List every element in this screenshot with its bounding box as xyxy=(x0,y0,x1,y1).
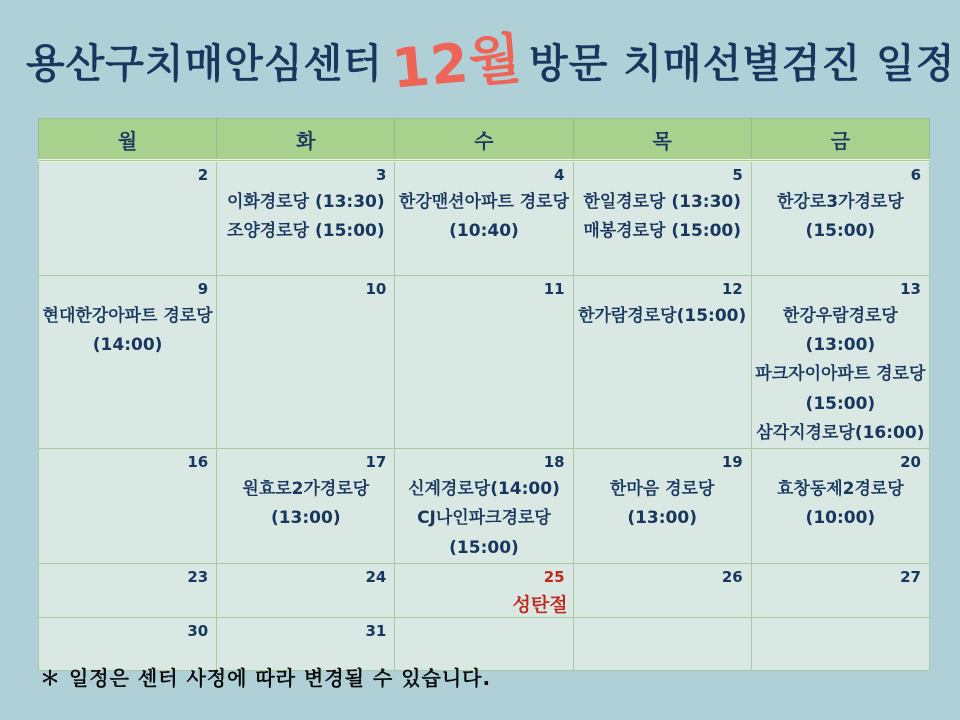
event-label: 조양경로당 (15:00) xyxy=(226,221,385,242)
event-label: 원효로2가경로당 xyxy=(242,479,370,500)
date-number: 5 xyxy=(732,166,743,184)
date-number: 27 xyxy=(900,567,921,586)
calendar-body xyxy=(39,161,930,671)
date-number xyxy=(574,618,751,642)
date-number: 26 xyxy=(721,567,743,586)
date-number: 25 xyxy=(543,567,565,586)
calendar-header-row xyxy=(39,119,930,161)
calendar-cell xyxy=(751,563,929,617)
calendar-cell xyxy=(573,276,751,449)
event-label: (10:40) xyxy=(449,221,519,242)
date-number xyxy=(395,618,572,642)
event-label: 한마음 경로당(13:00) xyxy=(609,479,715,529)
title-prefix: 용산구치매안심센터 xyxy=(26,41,383,87)
calendar-cell xyxy=(217,276,395,449)
date-number: 24 xyxy=(365,567,387,586)
date-number: 18 xyxy=(543,453,565,472)
title-suffix: 방문 치매선별검진 일정 xyxy=(529,41,956,87)
title-month: 12월 xyxy=(389,26,525,101)
event-list xyxy=(752,473,929,533)
calendar-row xyxy=(39,161,930,276)
event-list xyxy=(752,300,929,448)
date-number: 9 xyxy=(197,280,209,298)
event-label: (13:00) xyxy=(270,508,341,529)
event-label: 한강우람경로당(13:00) xyxy=(782,306,898,356)
date-number: 3 xyxy=(375,166,387,184)
day-header-wed: 수 xyxy=(395,119,573,161)
event-list xyxy=(395,473,572,563)
calendar-row xyxy=(39,449,930,564)
date-number: 16 xyxy=(187,453,209,472)
calendar-cell xyxy=(751,617,929,670)
event-list xyxy=(39,300,216,360)
date-number: 11 xyxy=(543,280,565,298)
calendar-table xyxy=(38,118,930,671)
calendar-cell xyxy=(39,161,217,276)
event-label: 신계경로당(14:00) xyxy=(408,479,560,500)
event-list xyxy=(574,473,751,533)
calendar-cell xyxy=(751,449,929,564)
calendar-cell xyxy=(395,161,573,276)
event-list xyxy=(395,186,572,246)
event-label: (14:00) xyxy=(92,335,163,356)
date-number: 17 xyxy=(365,453,387,472)
calendar-cell xyxy=(217,449,395,564)
event-label: 삼각지경로당(16:00) xyxy=(756,422,925,443)
calendar-row xyxy=(39,276,930,449)
date-number xyxy=(752,618,929,642)
calendar-cell xyxy=(39,276,217,449)
event-label: CJ나인파크경로당(15:00) xyxy=(417,508,551,558)
event-list xyxy=(752,186,929,246)
calendar-cell xyxy=(573,161,751,276)
date-number: 13 xyxy=(900,280,921,298)
date-number: 19 xyxy=(721,453,743,472)
calendar-cell xyxy=(395,276,573,449)
calendar-cell xyxy=(751,276,929,449)
calendar-cell xyxy=(573,617,751,670)
calendar-cell xyxy=(751,161,929,276)
event-label: 이화경로당 (13:30) xyxy=(226,192,385,212)
calendar-cell xyxy=(573,449,751,564)
footnote: ＊ 일정은 센터 사정에 따라 변경될 수 있습니다. xyxy=(40,666,492,690)
date-number: 4 xyxy=(554,166,565,184)
event-label: 한가람경로당(15:00) xyxy=(578,306,747,326)
day-header-fri: 금 xyxy=(751,119,929,161)
calendar-cell xyxy=(39,449,217,564)
date-number: 6 xyxy=(910,166,921,184)
day-header-mon: 월 xyxy=(39,119,217,161)
event-label: 한강맨션아파트 경로당 xyxy=(398,192,570,212)
event-label: 효창동제2경로당 xyxy=(776,479,904,500)
date-number: 23 xyxy=(187,567,209,586)
event-list xyxy=(217,186,394,246)
slide-title xyxy=(26,16,956,101)
calendar-cell xyxy=(573,563,751,617)
event-label: 한일경로당 (13:30) xyxy=(583,192,741,212)
holiday-label: 성탄절 xyxy=(512,593,568,616)
event-list xyxy=(574,186,751,246)
calendar-cell xyxy=(217,563,395,617)
date-number: 10 xyxy=(365,280,387,298)
date-number: 2 xyxy=(197,166,209,184)
event-list xyxy=(217,473,394,533)
date-number: 20 xyxy=(900,453,921,472)
day-header-tue: 화 xyxy=(217,119,395,161)
date-number: 12 xyxy=(721,280,743,298)
event-label: (10:00) xyxy=(805,508,876,529)
calendar-cell xyxy=(217,161,395,276)
event-list xyxy=(574,300,751,331)
calendar-cell xyxy=(39,563,217,617)
calendar-row xyxy=(39,563,930,617)
calendar-cell xyxy=(395,563,573,617)
event-label: 매봉경로당 (15:00) xyxy=(583,221,741,242)
date-number: 30 xyxy=(187,621,209,640)
event-label: (15:00) xyxy=(805,221,876,242)
date-number: 31 xyxy=(365,621,387,640)
event-label: 한강로3가경로당 xyxy=(776,192,904,212)
event-label: (15:00) xyxy=(805,393,876,414)
event-label: 현대한강아파트 경로당 xyxy=(42,306,213,326)
calendar-cell xyxy=(395,449,573,564)
event-label: 파크자이아파트 경로당 xyxy=(755,364,926,385)
day-header-thu: 목 xyxy=(573,119,751,161)
